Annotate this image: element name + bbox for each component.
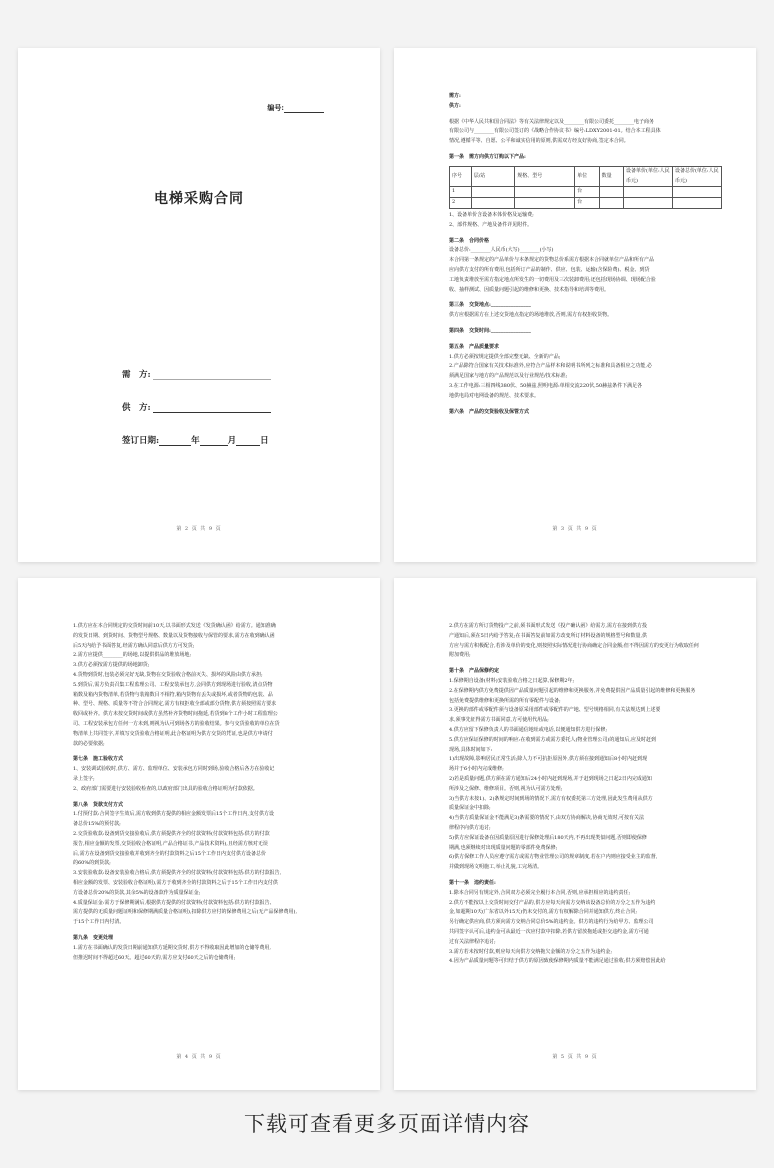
text-line: 2、政府部门需要进行安装验收检查的,以政府部门出具的验收合格证明为付款依据。 [73, 785, 258, 792]
clause-heading: 第一条 需方向供方订购以下产品: [449, 153, 526, 160]
text-line: 1.除本合同另有规定外,合同双方必须完全履行本合同,否则,应承担相应的违约责任; [449, 889, 631, 896]
contract-code-blank [284, 112, 324, 113]
text-line: 包括免费提供维修和更换所需的所有零配件与设备; [449, 697, 561, 704]
text-line: 求,须事先征得需方书面同意,方可使用代用品; [449, 717, 549, 724]
text-line: 另行确定供应商,供方须向需方交纳合同总价5%的违约金。供方的违约行为给甲方、监理公司 [449, 919, 654, 926]
contract-cover-page [18, 48, 380, 562]
text-line: 3.供方必须按需方提供的场地卸货; [73, 662, 150, 669]
sign-date-label: 签订日期: [122, 436, 160, 446]
table-cell [624, 198, 673, 209]
text-line: 2.在保修期内供方免费提供因产品质量问题引起的维修和更换服务,并免费提供因产品质量引起的维修和更换服务 [449, 687, 696, 694]
page-body [449, 622, 722, 967]
table-cell: 2 [450, 198, 472, 209]
text-block [449, 92, 722, 163]
text-line: 1.需方在书面确认的发货日期前通知供方延期交货时,供方不得收取因此增加的仓储等费用, [73, 944, 271, 951]
text-line: 产通知后,须在5日内给予答复;在书面答复前如需方改变所订材料设备的规格型号和数量,供 [449, 632, 648, 639]
table-row [450, 198, 722, 209]
table-header-cell: 规格、型号 [515, 166, 575, 187]
text-line: 4)当供方质量保证金不能满足3)条需要的情况下,由双方协商解决,协商无效时,可按有关法 [449, 815, 645, 822]
text-line: 需方提供的无质量问题证明和保修期满质量合格证明),扣除供方应付的保修费用之后(无产品保修费用), [73, 909, 298, 916]
product-table [449, 166, 722, 209]
text-line: 2.交货验收款:设备到货交接验收后,供方须提供齐全的付款资料(付款资料包括:供方的付款 [73, 830, 270, 837]
text-line: 2.供方在需方所订货物投产之前,须书面形式发送《投产确认函》给需方,需方在接到供方投 [449, 623, 647, 629]
table-cell: 台 [575, 187, 599, 198]
text-line: 物清单上共同签字,并填写交货验收合格证明,此合格证明为供方交货的凭证,也是供方申请付 [73, 730, 273, 737]
table-header-cell: 单位 [575, 166, 599, 187]
text-line: 期满,也须继续对出现质量问题的零部件免费保修; [449, 844, 558, 851]
text-line: 1)出现故障,影响居民正常生活;除人力不可抗拒原因外,供方须在接到通知后8小时内赶到现 [449, 756, 648, 763]
text-line: 司、工程安装承包方任何一方未到,则视为认可到场各方的验收结果。参与交货验收的单位在货 [73, 720, 280, 727]
text-line: 4.货物到货时,包装必须完好无缺,货物在交货验收合格前灭失、损坏的风险由供方承担; [73, 671, 263, 678]
table-cell [672, 198, 721, 209]
table-cell [471, 198, 515, 209]
table-cell: 1 [450, 187, 472, 198]
text-line: 1、安装调试验收时,供方、需方、监理单位、安装承包方同时到场,验收合格后各方在验收记 [73, 766, 275, 773]
text-line: 2.需方应提供________的场地,以提供供品的堆放场地; [73, 652, 192, 659]
text-line: 并做到现场文明施工,举止礼貌,工完场清。 [449, 864, 543, 871]
text-line: 1.付预付款:合同签字生效后,需方收到供方提供的相应金额发票后15个工作日内,支付供方设 [73, 811, 275, 818]
sign-date-field [122, 434, 269, 446]
table-header-cell: 数量 [599, 166, 623, 187]
table-header-cell: 设备单价(单位:人民币元) [624, 166, 673, 187]
text-line: 1.供方应在本合同规定的交货时间前10天,以书面形式发送《发货确认函》给需方。通知准确 [73, 623, 276, 629]
year-blank [159, 445, 191, 446]
text-line: 方应与需方积极配合,若涉及单价的变化,则按照实际情况进行协商确定合同金额;但不得因需方的变更行为收取任何 [449, 642, 699, 649]
text-line: 后,需方在设备到货交接验收并收到齐全的付款资料之后15个工作日内支付供方设备总价 [73, 850, 266, 857]
table-header-row [450, 166, 722, 187]
text-line: 共同签字认可后,违约金可从最近一次应付款中扣除,若供方留放拖延或拒交违约金,需方可通 [449, 928, 649, 935]
text-line: 5.到货后,需方负责召集工程监理公司、工程安装承包方,会同供方到现场进行验收,清点货物 [73, 681, 273, 688]
text-line: 款的必要依据; [73, 740, 105, 747]
text-line: 应向供方支付的所有费用,包括所订产品的制作、供应、包装、运输(含保险费)、税金、到货 [449, 266, 650, 273]
table-row [450, 187, 722, 198]
text-line: 3.更换的部件或零配件须与设备原采用部件或零配件的产地、型号规格相同,有关法规达到上述要 [449, 707, 661, 714]
text-line: 情况,遵循平等、自愿、公平和诚实信用的原则,供需双方经友好协商,签定本合同。 [449, 138, 629, 145]
page-footer: 第 2 页 共 9 页 [176, 526, 222, 532]
text-line: 本合同第一条规定的产品单价与本条规定的货物总价系需方根据本合同就单位产品和所有产品 [449, 257, 655, 264]
table-cell [624, 187, 673, 198]
table-cell [515, 187, 575, 198]
text-line: 供方: [449, 102, 461, 109]
table-cell [515, 198, 575, 209]
text-line: 3.安装验收款:设备安装验收合格后,供方须提供齐全的付款资料(付款资料包括:供方的付款报告, [73, 870, 282, 877]
page-footer: 第 4 页 共 9 页 [176, 1054, 222, 1060]
clause-heading: 第七条 施工验收方式 [73, 756, 124, 763]
table-header-cell: 设备总价(单位:人民币元) [672, 166, 721, 187]
day-blank [236, 445, 260, 446]
clause-heading: 第九条 变更处理 [73, 934, 114, 941]
table-header-cell: 层/站 [471, 166, 515, 187]
table-header-cell: 序号 [450, 166, 472, 187]
text-block [449, 622, 722, 967]
month-blank [200, 445, 228, 446]
text-line: 有限公司与________有限公司签订的《战略合作协议书》编号:LDXY2001-01。结合本工程具体 [449, 128, 661, 135]
text-line: 工地负责堆放至需方指定地点所发生的一切费用及三次装卸费用;还包括现场协调、现场配合验 [449, 276, 656, 283]
buyer-label: 需 方: [122, 370, 151, 380]
contract-page-3 [394, 48, 756, 562]
contract-page-5 [394, 578, 756, 1090]
text-line: 5.供方应保证保修的时间的响应:在收到需方或需方委托人(物业管理公司)的通知后,应及时赶到 [449, 736, 656, 743]
table-cell [599, 187, 623, 198]
text-line: 1、设备单价含设备本体价格及运输费; [449, 211, 534, 218]
year-label: 年 [191, 436, 200, 446]
text-line: 报告,相应金额的发票,交货验收合格证明,产品合格证书,产品技术资料),且经需方核对无误 [73, 840, 268, 847]
text-line: 3)当供方未按1)、2)条规定时间到场的情况下,需方有权委托第三方处理,因此发生费用从供方 [449, 795, 653, 802]
clause-heading: 第三条 交货地点:________________ [449, 302, 531, 309]
text-line: 相应金额的发票、安装验收合格证明),需方于收到齐全的付款资料之后于15个工作日内支付供 [73, 879, 278, 886]
download-caption[interactable]: 下载可查看更多页面详情内容 [244, 1112, 530, 1136]
buyer-field [122, 368, 271, 380]
text-line: 方设备总价20%的货款,其余5%的设备款作为质量保证金; [73, 889, 201, 896]
table-cell [471, 187, 515, 198]
seller-blank [153, 412, 271, 413]
clause-heading: 第十条 产品保修约定 [449, 668, 500, 675]
text-line: 需方: [449, 93, 461, 99]
clause-heading: 第八条 货款支付方式 [73, 801, 124, 808]
text-line: 3.在工作电源:三相四线380伏、50赫兹,照明电源:单相交流220伏,50赫兹条件下满足各 [449, 382, 643, 389]
text-line: 2、部件规格、产地及备件详见附件。 [449, 221, 533, 228]
buyer-blank [153, 379, 271, 380]
day-label: 日 [260, 436, 269, 446]
text-line: 2.供方不能按以上交货时间交付产品的,供方应每天向需方交纳该设备总价的万分之五作为违约 [449, 899, 656, 906]
text-line: 设备总价:________人民币(大写)________(小写) [449, 247, 554, 254]
text-line: 但推迟时间不得超过60天。超过60天的,需方应支付60天之后的仓储费用; [73, 954, 236, 961]
contract-code-field [267, 103, 324, 113]
text-line: 场并于6小时内完成维修; [449, 766, 504, 773]
page-body [73, 622, 346, 963]
seller-field [122, 401, 271, 413]
text-line: 后5天内给予书面答复,经需方确认同意后供方方可发货; [73, 642, 195, 649]
text-line: 3.需方若未按时付款,则应每天向供方交纳拖欠金额的万分之五作为违约金; [449, 948, 613, 955]
text-line: 4.供方应留下保修负责人的书面通信地址或电话,以便通知供方进行保修; [449, 726, 608, 733]
text-line: 2)若是质量问题,供方须在需方通知后24小时内赶到现场,并于赶到现场之日起2日内完成通知 [449, 775, 652, 782]
text-line: 的60%的到货款; [73, 860, 111, 867]
clause-heading: 第十一条 违约责任: [449, 879, 496, 886]
text-line: 所涉及之保修、维修项目。否则,视为认可需方处理; [449, 785, 563, 792]
text-line: 备总价15%的预付款; [73, 821, 121, 828]
text-line: 的发货日期、到货时间、货物型号规格、数量以及货物接收与保管的要求,需方在收到确认函 [73, 632, 275, 639]
text-line: 6)供方保修工作人员应遵守需方或需方物业管理公司的规章制度,若在户内则应接受业主的监督, [449, 854, 658, 861]
table-cell [599, 198, 623, 209]
text-line: 须满足国家与地方的产品规范以及行业规范/技术标准; [449, 373, 568, 380]
contract-page-4 [18, 578, 380, 1090]
text-line: 律程序向供方追讨; [449, 824, 491, 831]
clause-heading: 第五条 产品质量要求 [449, 343, 500, 350]
text-line: 质量保证金中扣除; [449, 805, 491, 812]
text-line: 箱数及箱内货物清单,若货物与装箱数目不相符,箱内货物有丢失或损坏,或者货物的包装、品 [73, 691, 273, 698]
text-line: 附加费用; [449, 652, 471, 659]
seller-label: 供 方: [122, 403, 151, 413]
text-line: 5)供方应保证设备在因质量原因进行保修处理后180天内,不再出现类似问题,否则即使保修 [449, 834, 647, 841]
contract-title: 电梯采购合同 [154, 191, 244, 207]
page-body [449, 92, 722, 417]
text-line: 4.因为产品质量问题等可归结于供方的原因致使保修期内质量不能满足通过验收;供方须赔偿因此给 [449, 958, 666, 965]
text-block [449, 211, 722, 417]
text-block [73, 622, 346, 963]
text-line: 收、抽样测试、因质量问题引起的维修和更换、技术指导和培训等费用。 [449, 286, 610, 293]
text-line: 地供电局对电网设备的规范、技术要求。 [449, 392, 540, 399]
table-cell: 台 [575, 198, 599, 209]
text-line: 4.质量保证金:需方于保修期满后,根据供方提供的付款资料(付款资料包括:供方的付款报告、 [73, 899, 275, 906]
text-line: 过有关法律程序追讨; [449, 938, 496, 945]
table-cell [672, 187, 721, 198]
clause-heading: 第四条 交货时间:________________ [449, 327, 531, 334]
contract-code-label: 编号: [267, 103, 284, 112]
page-footer: 第 5 页 共 9 页 [552, 1054, 598, 1060]
text-line: 1.保修期自设备(材料)安装验收合格之日起算,保修期2年; [449, 677, 575, 684]
text-line: 于15个工作日内付清。 [73, 919, 125, 926]
clause-heading: 第二条 合同价格 [449, 237, 490, 244]
text-line: 种、型号、规格、质量等不符合合同规定,需方有权拒收全部或部分货物,供方须按照需方要求 [73, 701, 277, 708]
text-line: 2.产品除符合国家有关技术标准外,应符合产品样本和说明书所列之标准和具备相应之功能,必 [449, 363, 652, 370]
text-line: 现场,具体时间如下: [449, 746, 493, 753]
text-line: 金,如超期10天(广东省以外15天)仍未交付的,需方有权解除合同并通知供方,终止合同; [449, 909, 638, 916]
clause-heading: 第六条 产品的交货验收及保管方式 [449, 408, 530, 415]
month-label: 月 [227, 436, 237, 446]
text-line: 录上签字; [73, 775, 95, 782]
text-line: 1.供方必须按规定提供全部完整无缺、全新的产品; [449, 353, 561, 360]
text-line: 收回或补齐。供方未按交货时间或供方虽然补齐货物时间拖延,若货到8个工作小时工程监理公 [73, 711, 278, 718]
text-line: 供方应根据需方在上述交货地点指定的场地堆放,否则,需方有权拒收货物。 [449, 312, 613, 319]
page-footer: 第 3 页 共 9 页 [552, 526, 598, 532]
text-line: 根据《中华人民共和国合同法》等有关法律规定以及________有限公司委托________电子商务 [449, 118, 655, 125]
